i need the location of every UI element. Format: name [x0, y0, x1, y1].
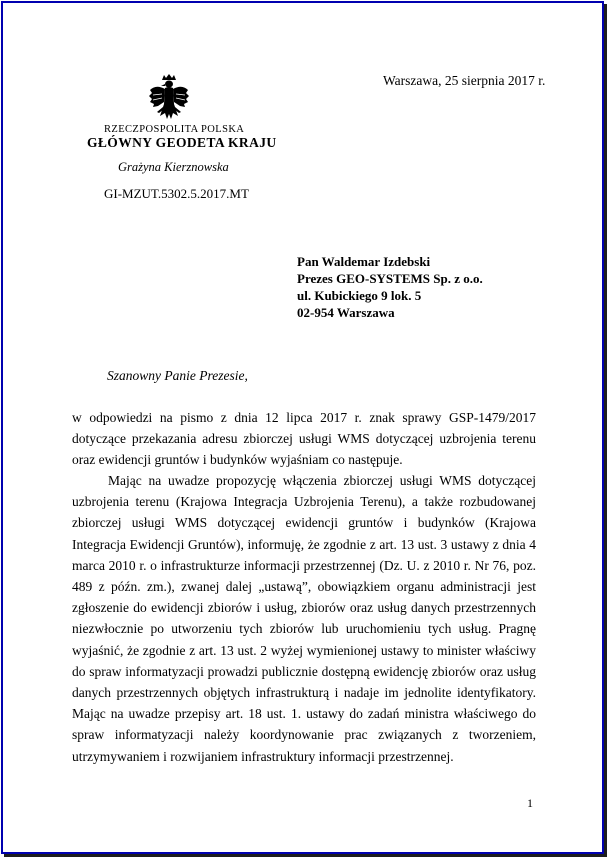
body-paragraph: w odpowiedzi na pismo z dnia 12 lipca 2017 r. znak sprawy GSP-1479/2017 dotyczące przekazania adresu zbiorczej usługi WMS dotyczącej uzbrojenia terenu oraz ewidencji gruntów i budynków wyjaśniam co następuje. — [72, 410, 536, 468]
official-name: Grażyna Kierznowska — [118, 160, 229, 174]
recipient-title: Prezes GEO-SYSTEMS Sp. z o.o. — [297, 271, 483, 286]
letter-date: Warszawa, 25 sierpnia 2017 r. — [383, 73, 546, 88]
recipient-street: ul. Kubickiego 9 lok. 5 — [297, 288, 422, 303]
office-title: GŁÓWNY GEODETA KRAJU — [87, 135, 277, 150]
org-name: RZECZPOSPOLITA POLSKA — [104, 124, 245, 135]
page-number: 1 — [527, 796, 533, 810]
recipient-name: Pan Waldemar Izdebski — [297, 254, 431, 269]
salutation: Szanowny Panie Prezesie, — [107, 368, 248, 383]
polish-eagle-emblem-icon — [148, 74, 190, 126]
recipient-address-block — [297, 253, 483, 321]
recipient-city: 02-954 Warszawa — [297, 305, 395, 320]
case-number: GI-MZUT.5302.5.2017.MT — [104, 186, 249, 201]
body-paragraph: Mając na uwadze propozycję włączenia zbiorczej usługi WMS dotyczącej uzbrojenia terenu (Krajowa Integracja Uzbrojenia Terenu), a także rozbudowanej zbiorczej usługi WMS dotyczącej ewidencji gruntów i budynków (Krajowa Integracja Ewidencji Gruntów), informuję, że zgodnie z art. 13 ust. 3 ustawy z dnia 4 marca 2010 r. o infrastrukturze informacji przestrzennej (Dz. U. z 2010 r. Nr 76, poz. 489 z późn. zm.), zwanej dalej „ustawą”, obowiązkiem organu administracji jest zgłoszenie do ewidencji zbiorów i usług, zbiorów oraz usług danych przestrzennych niezwłocznie po utworzeniu tych zbiorów lub uruchomieniu tych usług. Pragnę wyjaśnić, że zgodnie z art. 13 ust. 2 wyżej wymienionej ustawy to minister właściwy do spraw informatyzacji prowadzi publicznie dostępną ewidencję zbiorów oraz usług danych przestrzennych objętych infrastrukturą i nadaje im jednolite identyfikatory. Mając na uwadze przepisy art. 18 ust. 1. ustawy do zadań ministra właściwego do spraw informatyzacji należy koordynowanie prac związanych z tworzeniem, utrzymywaniem i rozwijaniem infrastruktury informacji przestrzennej. — [72, 473, 536, 764]
